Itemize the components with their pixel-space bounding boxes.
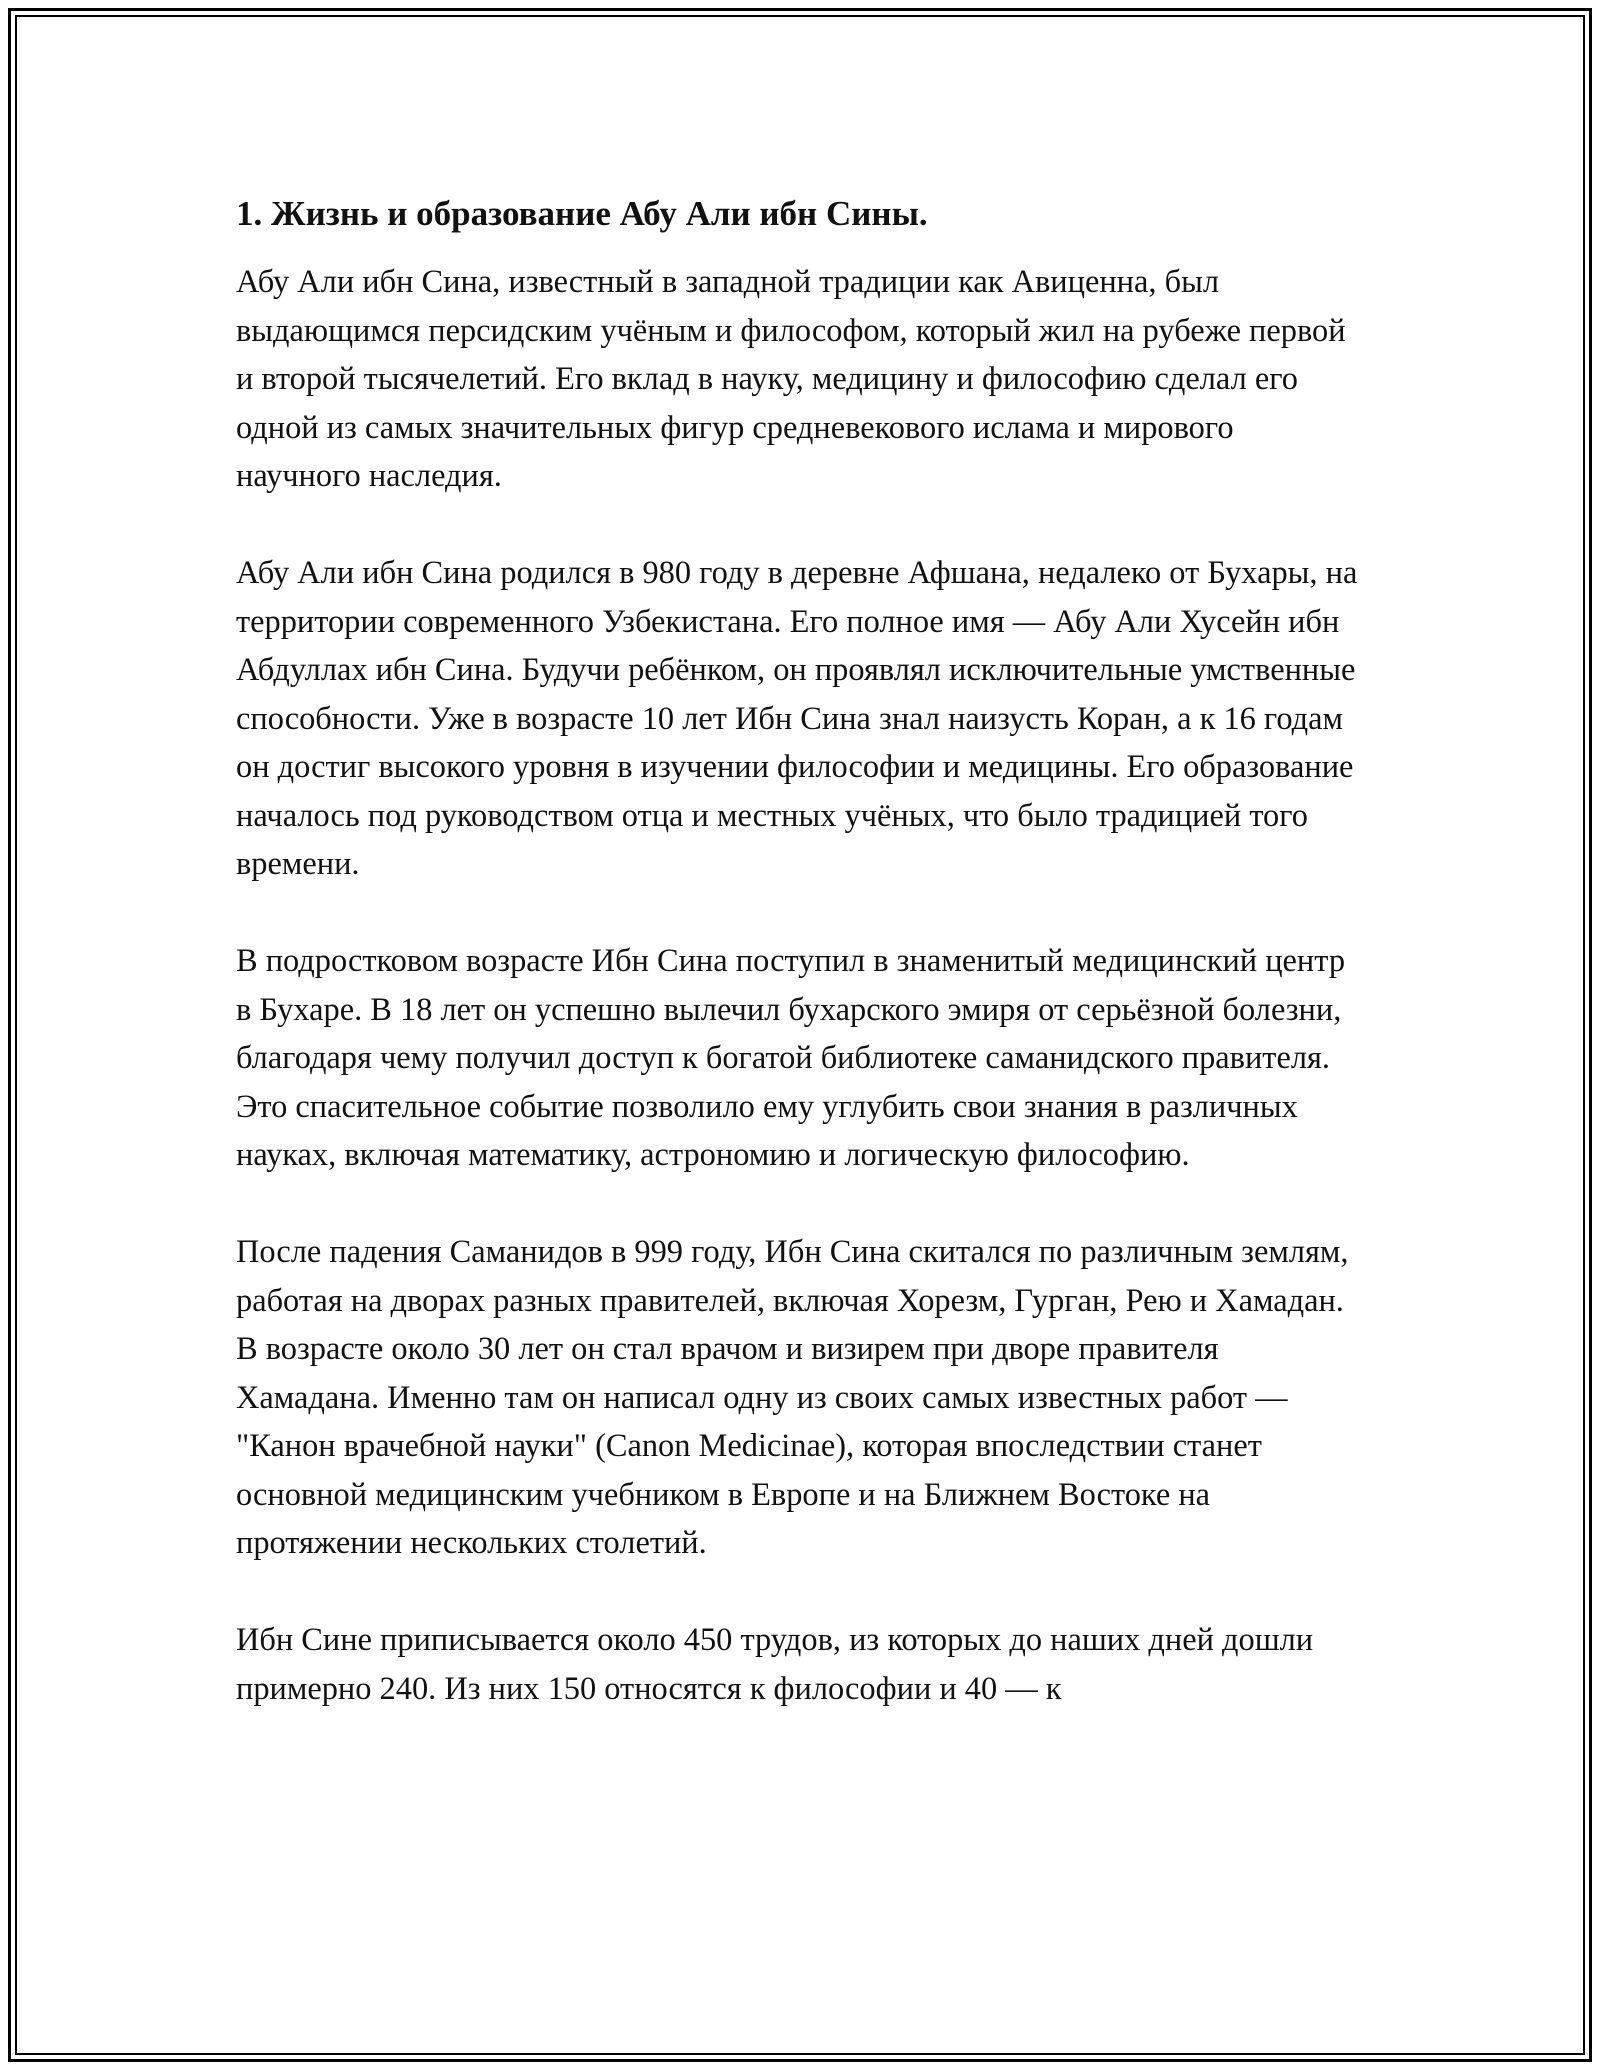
paragraph-5: Ибн Сине приписывается около 450 трудов, из которых до наших дней дошли примерно 240. Из них 150 относятся к философии и 40 — к bbox=[236, 1622, 1314, 1707]
paragraph-3: В подростковом возрасте Ибн Сина поступил в знаменитый медицинский центр в Бухаре. В 18 лет он успешно вылечил бухарского эмиря от серьёзной болезни, благодаря чему получил доступ к богатой библиотеке саманидского правителя. Это спасительное событие позволило ему углубить свои знания в различных науках, включая математику, астрономию и логическую философию. bbox=[236, 943, 1346, 1173]
paragraph-2: Абу Али ибн Сина родился в 980 году в деревне Афшана, недалеко от Бухары, на территории современного Узбекистана. Его полное имя — Абу Али Хусейн ибн Абдуллах ибн Сина. Будучи ребёнком, он проявлял исключительные умственные способности. Уже в возрасте 10 лет Ибн Сина знал наизусть Коран, а к 16 годам он достиг высокого уровня в изучении философии и медицины. Его образование началось под руководством отца и местных учёных, что было традицией того времени. bbox=[236, 555, 1358, 882]
section-heading: 1. Жизнь и образование Абу Али ибн Сины. bbox=[236, 194, 928, 233]
paragraph-4: После падения Саманидов в 999 году, Ибн Сина скитался по различным землям, работая на дворах разных правителей, включая Хорезм, Гурган, Рею и Хамадан. В возрасте около 30 лет он стал врачом и визирем при дворе правителя Хамадана. Именно там он написал одну из своих самых известных работ — "Канон врачебной науки" (Canon Medicinae), которая впоследствии станет основной медицинским учебником в Европе и на Ближнем Востоке на протяжении нескольких столетий. bbox=[236, 1234, 1349, 1561]
paragraph-1: Абу Али ибн Сина, известный в западной традиции как Авиценна, был выдающимся персидским учёным и философом, который жил на рубеже первой и второй тысячелетий. Его вклад в науку, медицину и философию сделал его одной из самых значительных фигур средневекового ислама и мирового научного наследия. bbox=[236, 264, 1346, 494]
document-body bbox=[236, 186, 1366, 1762]
